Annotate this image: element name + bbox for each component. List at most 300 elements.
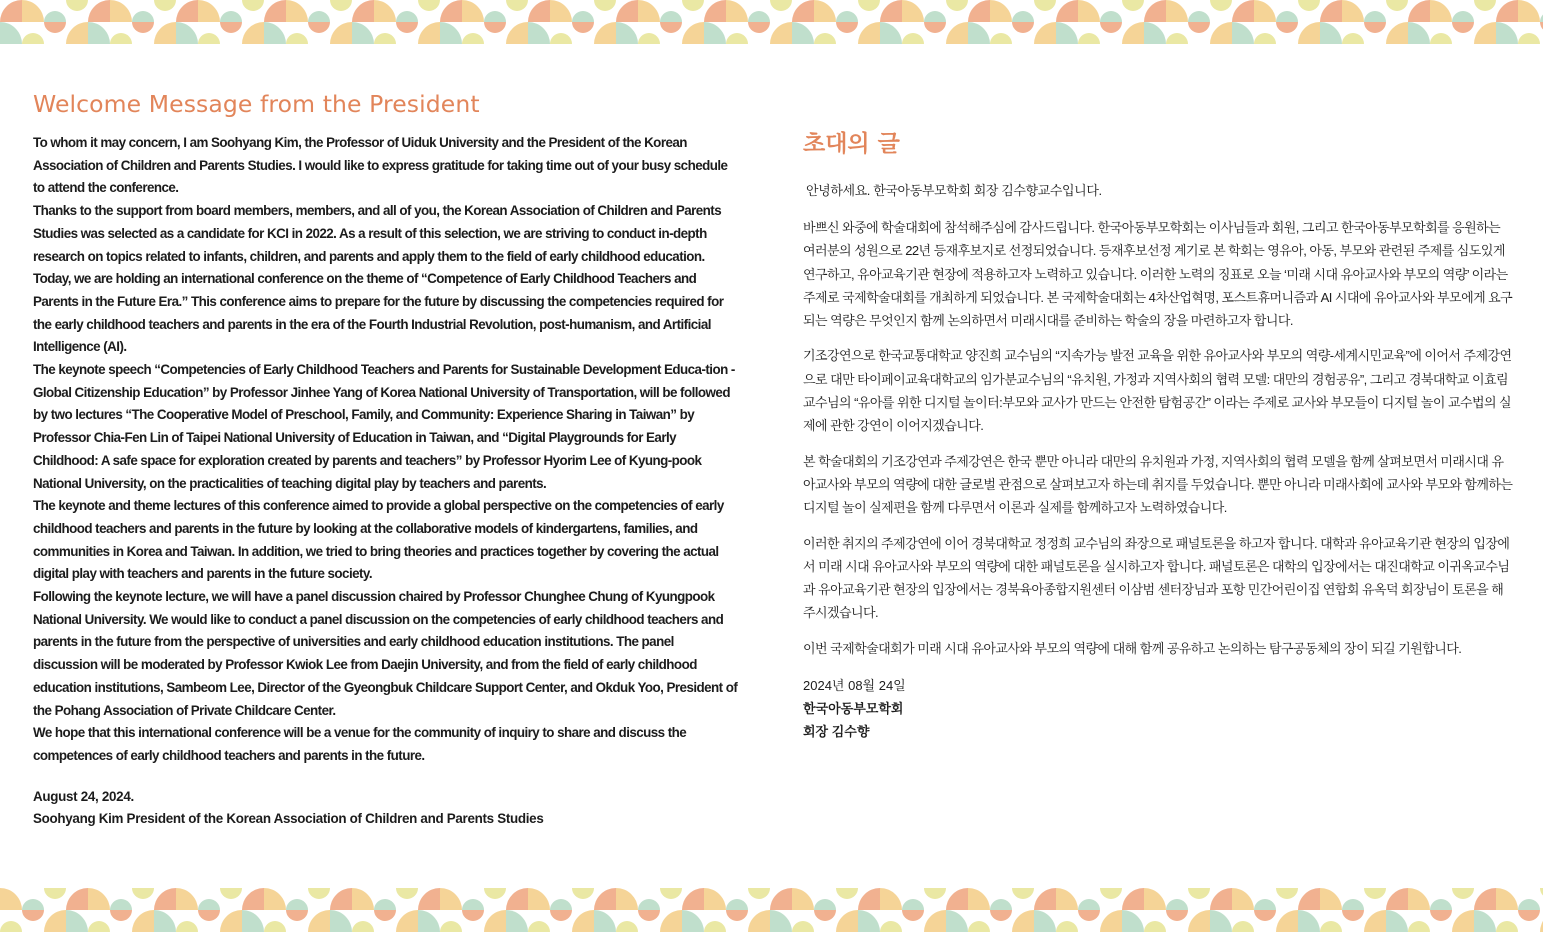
- pattern-shape: [1386, 0, 1408, 11]
- pattern-shape: [1386, 910, 1408, 932]
- pattern-shape: [1210, 0, 1232, 11]
- pattern-shape: [396, 11, 418, 22]
- pattern-shape: [1408, 921, 1430, 932]
- pattern-shape: [110, 33, 132, 44]
- pattern-shape: [506, 888, 528, 910]
- pattern-shape: [352, 921, 374, 932]
- pattern-shape: [440, 921, 462, 932]
- pattern-shape: [880, 888, 902, 910]
- korean-date: 2024년 08월 24일: [803, 678, 906, 694]
- pattern-shape: [330, 22, 352, 44]
- pattern-shape: [990, 910, 1012, 921]
- pattern-shape: [0, 888, 22, 910]
- pattern-shape: [1364, 22, 1386, 33]
- pattern-shape: [1034, 910, 1056, 932]
- pattern-shape: [638, 33, 660, 44]
- pattern-shape: [132, 22, 154, 33]
- pattern-shape: [418, 910, 440, 932]
- pattern-shape: [1166, 33, 1188, 44]
- pattern-shape: [418, 22, 440, 44]
- pattern-shape: [1210, 910, 1232, 932]
- pattern-shape: [462, 899, 484, 910]
- korean-signer: 회장 김수향: [803, 724, 870, 740]
- pattern-shape: [1188, 910, 1210, 932]
- pattern-shape: [1342, 899, 1364, 910]
- korean-message: [803, 125, 1515, 743]
- pattern-shape: [440, 22, 462, 44]
- pattern-shape: [1430, 899, 1452, 910]
- pattern-shape: [242, 888, 264, 910]
- pattern-shape: [462, 0, 484, 22]
- pattern-shape: [374, 899, 396, 910]
- pattern-shape: [506, 0, 528, 11]
- pattern-shape: [748, 888, 770, 899]
- pattern-shape: [264, 921, 286, 932]
- pattern-shape: [1012, 888, 1034, 899]
- pattern-shape: [726, 899, 748, 910]
- pattern-shape: [1364, 888, 1386, 899]
- pattern-shape: [1452, 11, 1474, 22]
- pattern-shape: [1254, 33, 1276, 44]
- pattern-shape: [220, 22, 242, 33]
- pattern-shape: [1342, 910, 1364, 921]
- english-paragraph: The keynote speech “Competencies of Early Childhood Teachers and Parents for Sustainable Development Educa-tion - Global Citizenship Education” by Professor Jinhee Yang of Korea National University of Transportation, will be followed by two lectures “The Cooperative Model of Preschool, Family, and Community: Experience Sharing in Taiwan” by Professor Chia-Fen Lin of Taipei National University of Education in Taiwan, and “Digital Playgrounds for Early Childhood: A safe space for exploration created by parents and teachers” by Professor Hyorim Lee of Kyung-pook National University, on the practicalities of teaching digital play by teachers and parents.: [33, 362, 735, 491]
- pattern-shape: [1298, 910, 1320, 932]
- pattern-shape: [836, 888, 858, 899]
- pattern-shape: [1518, 910, 1540, 921]
- pattern-shape: [264, 0, 286, 22]
- pattern-shape: [154, 0, 176, 11]
- pattern-shape: [1232, 0, 1254, 22]
- pattern-shape: [1056, 888, 1078, 910]
- pattern-shape: [814, 33, 836, 44]
- pattern-shape: [286, 899, 308, 910]
- pattern-shape: [0, 0, 22, 22]
- pattern-shape: [770, 22, 792, 44]
- english-signature: Soohyang Kim President of the Korean Association of Children and Parents Studies: [33, 811, 544, 827]
- pattern-shape: [1386, 22, 1408, 44]
- pattern-shape: [528, 22, 550, 44]
- pattern-shape: [1474, 0, 1496, 11]
- pattern-shape: [242, 910, 264, 932]
- pattern-shape: [1496, 22, 1518, 44]
- pattern-shape: [968, 888, 990, 910]
- pattern-shape: [1210, 22, 1232, 44]
- pattern-shape: [1430, 910, 1452, 921]
- english-paragraph: Today, we are holding an international conference on the theme of “Competence of Early Childhood Teachers and Parents in the Future Era.” This conference aims to prepare for the future by discussing the competencies required for the early childhood teachers and parents in the era of the Fourth Industrial Revolution, post-humanism, and Artificial Intelligence (AI).: [33, 271, 724, 355]
- pattern-shape: [176, 22, 198, 44]
- pattern-shape: [484, 888, 506, 899]
- pattern-shape: [66, 888, 88, 910]
- pattern-shape: [154, 888, 176, 910]
- pattern-shape: [1232, 888, 1254, 910]
- pattern-shape: [1298, 0, 1320, 11]
- pattern-shape: [44, 910, 66, 932]
- pattern-shape: [1078, 33, 1100, 44]
- english-date: August 24, 2024.: [33, 788, 134, 804]
- pattern-shape: [1188, 888, 1210, 899]
- pattern-shape: [858, 22, 880, 44]
- pattern-shape: [682, 888, 704, 910]
- pattern-shape: [264, 888, 286, 910]
- pattern-shape: [946, 0, 968, 11]
- pattern-shape: [946, 910, 968, 932]
- pattern-shape: [704, 0, 726, 22]
- korean-greeting: 안녕하세요. 한국아동부모학회 회장 김수향교수입니다.: [806, 183, 1102, 198]
- pattern-shape: [154, 910, 176, 932]
- pattern-shape: [836, 22, 858, 33]
- pattern-shape: [990, 899, 1012, 910]
- pattern-shape: [638, 899, 660, 910]
- pattern-shape: [1496, 0, 1518, 22]
- pattern-shape: [1320, 0, 1342, 22]
- pattern-shape: [66, 0, 88, 11]
- korean-paragraph: 기조강연으로 한국교통대학교 양진희 교수님의 “지속가능 발전 교육을 위한 유아교사와 부모의 역량-세계시민교육”에 이어서 주제강연으로 대만 타이페이교육대학교의 임가분교수님의 “유치원, 가정과 지역사회의 협력 모델: 대만의 경험공유”, 그리고 경북대학교 이효림교수님의 “유아를 위한 디지털 놀이터:부모와 교사가 만드는 안전한 탐험공간” 이라는 주제로 교사와 부모들이 디지털 놀이 교수법의 실제에 관한 강연이 이어지겠습니다.: [803, 348, 1512, 434]
- pattern-shape: [0, 22, 22, 44]
- pattern-shape: [110, 910, 132, 921]
- pattern-shape: [968, 22, 990, 44]
- pattern-shape: [1364, 910, 1386, 932]
- pattern-shape: [44, 888, 66, 899]
- pattern-shape: [66, 910, 88, 932]
- pattern-shape: [1320, 22, 1342, 44]
- pattern-shape: [1100, 11, 1122, 22]
- top-pattern-border: [0, 0, 1543, 44]
- pattern-shape: [132, 888, 154, 899]
- pattern-shape: [176, 921, 198, 932]
- pattern-shape: [440, 888, 462, 910]
- pattern-shape: [946, 22, 968, 44]
- pattern-shape: [1144, 22, 1166, 44]
- pattern-shape: [88, 22, 110, 44]
- pattern-shape: [858, 0, 880, 11]
- pattern-shape: [1210, 888, 1232, 910]
- pattern-shape: [594, 888, 616, 910]
- pattern-shape: [814, 0, 836, 22]
- pattern-shape: [330, 888, 352, 910]
- pattern-shape: [484, 22, 506, 33]
- english-paragraph: The keynote and theme lectures of this conference aimed to provide a global perspective on the competencies of early childhood teachers and parents in the future by looking at the collaborative models of kindergartens, families, and communities in Korea and Taiwan. In addition, we tried to bring theories and practices together by covering the actual digital play with teachers and parents in the future society.: [33, 498, 724, 582]
- pattern-shape: [352, 22, 374, 44]
- korean-title: 초대의 글: [803, 131, 900, 157]
- pattern-shape: [1078, 0, 1100, 22]
- pattern-shape: [506, 910, 528, 932]
- pattern-shape: [528, 888, 550, 910]
- pattern-shape: [638, 910, 660, 921]
- pattern-shape: [396, 888, 418, 899]
- pattern-shape: [1012, 11, 1034, 22]
- pattern-shape: [1166, 0, 1188, 22]
- pattern-shape: [1496, 888, 1518, 910]
- pattern-shape: [308, 11, 330, 22]
- pattern-shape: [814, 899, 836, 910]
- pattern-shape: [924, 22, 946, 33]
- pattern-shape: [440, 0, 462, 22]
- pattern-shape: [308, 888, 330, 899]
- pattern-shape: [352, 888, 374, 910]
- pattern-shape: [616, 921, 638, 932]
- pattern-shape: [902, 899, 924, 910]
- pattern-shape: [616, 0, 638, 22]
- pattern-shape: [220, 11, 242, 22]
- korean-paragraph: 이러한 취지의 주제강연에 이어 경북대학교 정정희 교수님의 좌장으로 패널토론을 하고자 합니다. 대학과 유아교육기관 현장의 입장에서 미래 시대 유아교사와 부모의 역량에 대한 패널토론을 실시하고자 합니다. 패널토론은 대학의 입장에서는 대진대학교 이귀옥교수님과 유아교육기관 현장의 입장에서는 경북육아종합지원센터 이삼범 센터장님과 포항 민간어린이집 연합회 유옥덕 회장님이 토론을 해주시겠습니다.: [803, 535, 1510, 621]
- pattern-shape: [682, 910, 704, 932]
- pattern-shape: [594, 0, 616, 11]
- pattern-shape: [220, 910, 242, 932]
- pattern-shape: [1122, 0, 1144, 11]
- pattern-shape: [1518, 0, 1540, 22]
- pattern-shape: [1276, 888, 1298, 899]
- pattern-shape: [1056, 921, 1078, 932]
- pattern-shape: [726, 0, 748, 22]
- pattern-shape: [1078, 899, 1100, 910]
- pattern-shape: [1320, 888, 1342, 910]
- pattern-shape: [792, 0, 814, 22]
- pattern-shape: [946, 888, 968, 910]
- pattern-shape: [638, 0, 660, 22]
- pattern-shape: [1166, 910, 1188, 921]
- pattern-shape: [1496, 921, 1518, 932]
- pattern-shape: [968, 0, 990, 22]
- pattern-shape: [396, 22, 418, 33]
- pattern-shape: [154, 22, 176, 44]
- pattern-shape: [1254, 899, 1276, 910]
- pattern-shape: [594, 910, 616, 932]
- english-paragraph: To whom it may concern, I am Soohyang Kim, the Professor of Uiduk University and the President of the Korean Association of Children and Parents Studies. I would like to express gratitude for taking time out of your busy schedule to attend the conference.: [33, 135, 728, 196]
- pattern-shape: [1122, 910, 1144, 932]
- pattern-shape: [836, 11, 858, 22]
- pattern-shape: [1408, 888, 1430, 910]
- pattern-shape: [1012, 910, 1034, 932]
- pattern-shape: [88, 0, 110, 22]
- pattern-shape: [484, 11, 506, 22]
- pattern-shape: [1518, 33, 1540, 44]
- korean-signature-block: [803, 674, 1515, 743]
- pattern-shape: [1364, 11, 1386, 22]
- pattern-shape: [1012, 22, 1034, 33]
- pattern-shape: [308, 910, 330, 932]
- pattern-shape: [1122, 888, 1144, 910]
- pattern-shape: [132, 11, 154, 22]
- pattern-shape: [1144, 888, 1166, 910]
- pattern-shape: [242, 22, 264, 44]
- pattern-shape: [704, 22, 726, 44]
- pattern-shape: [22, 910, 44, 921]
- pattern-shape: [1298, 888, 1320, 910]
- pattern-shape: [1034, 888, 1056, 910]
- pattern-shape: [198, 0, 220, 22]
- pattern-shape: [0, 921, 22, 932]
- pattern-shape: [1056, 22, 1078, 44]
- pattern-shape: [1474, 910, 1496, 932]
- pattern-shape: [572, 910, 594, 932]
- pattern-shape: [660, 22, 682, 33]
- pattern-shape: [858, 910, 880, 932]
- pattern-shape: [704, 921, 726, 932]
- pattern-shape: [792, 22, 814, 44]
- pattern-shape: [1254, 910, 1276, 921]
- pattern-shape: [858, 888, 880, 910]
- pattern-shape: [176, 888, 198, 910]
- pattern-shape: [1144, 921, 1166, 932]
- pattern-shape: [792, 921, 814, 932]
- pattern-shape: [1320, 921, 1342, 932]
- pattern-shape: [902, 910, 924, 921]
- pattern-shape: [1342, 33, 1364, 44]
- pattern-shape: [550, 33, 572, 44]
- pattern-shape: [726, 33, 748, 44]
- pattern-shape: [462, 910, 484, 921]
- pattern-shape: [1078, 910, 1100, 921]
- pattern-shape: [1232, 22, 1254, 44]
- pattern-shape: [132, 910, 154, 932]
- pattern-shape: [1474, 22, 1496, 44]
- pattern-shape: [1188, 22, 1210, 33]
- pattern-shape: [1232, 921, 1254, 932]
- korean-paragraph: 본 학술대회의 기조강연과 주제강연은 한국 뿐만 아니라 대만의 유치원과 가정, 지역사회의 협력 모델을 함께 살펴보면서 미래시대 유아교사와 부모의 역량에 대한 글로벌 관점으로 살펴보고자 하는데 취지를 두었습니다. 뿐만 아니라 미래사회에 교사와 부모와 함께하는 디지털 놀이 실제편을 함께 다루면서 이론과 실제를 함께하고자 노력하였습니다.: [803, 453, 1513, 516]
- pattern-shape: [1100, 888, 1122, 899]
- pattern-shape: [1276, 22, 1298, 33]
- pattern-shape: [374, 0, 396, 22]
- english-paragraph: Following the keynote lecture, we will have a panel discussion chaired by Professor Chunghee Chung of Kyungpook National University. We would like to conduct a panel discussion on the competencies of early childhood teachers and parents in the future from the perspective of universities and early childhood education institutions. The panel discussion will be moderated by Professor Kwiok Lee from Daejin University, and from the field of early childhood education institutions, Sambeom Lee, Director of the Gyeongbuk Childcare Support Center, and Okduk Yoo, President of the Pohang Association of Private Childcare Center.: [33, 589, 738, 718]
- pattern-shape: [924, 11, 946, 22]
- pattern-shape: [286, 33, 308, 44]
- pattern-shape: [1452, 22, 1474, 33]
- pattern-shape: [22, 0, 44, 22]
- pattern-shape: [198, 33, 220, 44]
- pattern-shape: [396, 910, 418, 932]
- pattern-shape: [1254, 0, 1276, 22]
- pattern-shape: [770, 0, 792, 11]
- pattern-shape: [44, 22, 66, 33]
- pattern-shape: [814, 910, 836, 921]
- pattern-shape: [242, 0, 264, 11]
- pattern-shape: [506, 22, 528, 44]
- pattern-shape: [1386, 888, 1408, 910]
- bottom-pattern-border: [0, 888, 1543, 939]
- pattern-shape: [902, 33, 924, 44]
- pattern-shape: [616, 22, 638, 44]
- pattern-shape: [1056, 0, 1078, 22]
- pattern-shape: [264, 22, 286, 44]
- pattern-shape: [352, 0, 374, 22]
- pattern-shape: [1430, 0, 1452, 22]
- pattern-shape: [1518, 899, 1540, 910]
- pattern-shape: [968, 921, 990, 932]
- pattern-shape: [286, 0, 308, 22]
- pattern-shape: [66, 22, 88, 44]
- korean-paragraph: 바쁘신 와중에 학술대회에 참석해주심에 감사드립니다. 한국아동부모학회는 이사님들과 회원, 그리고 한국아동부모학회를 응원하는 여러분의 성원으로 22년 등재후보지로 선정되었습니다. 등재후보선정 계기로 본 학회는 영유아, 아동, 부모와 관련된 주제를 심도있게 연구하고, 유아교육기관 현장에 적용하고자 노력하고 있습니다. 이러한 노력의 징표로 오늘 ‘미래 시대 유아교사와 부모의 역량’ 이라는 주제로 국제학술대회를 개최하게 되었습니다. 본 국제학술대회는 4차산업혁명, 포스트휴머니즘과 AI 시대에 유아교사와 부모에게 요구되는 역량은 무엇인지 함께 논의하면서 미래시대를 준비하는 학술의 장을 마련하고자 합니다.: [803, 220, 1513, 329]
- pattern-shape: [1144, 0, 1166, 22]
- pattern-shape: [462, 33, 484, 44]
- pattern-shape: [594, 22, 616, 44]
- pattern-shape: [682, 22, 704, 44]
- pattern-shape: [990, 33, 1012, 44]
- pattern-shape: [924, 888, 946, 899]
- pattern-shape: [330, 910, 352, 932]
- english-title: Welcome Message from the President: [33, 90, 480, 118]
- pattern-shape: [308, 22, 330, 33]
- pattern-shape: [1298, 22, 1320, 44]
- pattern-shape: [1408, 0, 1430, 22]
- pattern-shape: [198, 899, 220, 910]
- pattern-shape: [770, 910, 792, 932]
- pattern-shape: [418, 0, 440, 11]
- pattern-shape: [572, 11, 594, 22]
- pattern-shape: [1122, 22, 1144, 44]
- pattern-shape: [1342, 0, 1364, 22]
- decorative-pattern-top: [0, 0, 1543, 44]
- pattern-shape: [748, 910, 770, 932]
- korean-org: 한국아동부모학회: [803, 701, 904, 717]
- pattern-shape: [374, 33, 396, 44]
- pattern-shape: [1276, 11, 1298, 22]
- pattern-shape: [22, 899, 44, 910]
- english-paragraph: Thanks to the support from board members, members, and all of you, the Korean Association of Children and Parents Studies was selected as a candidate for KCI in 2022. As a result of this selection, we are striving to conduct in-depth research on topics related to infants, children, and parents and apply them to the field of early childhood education.: [33, 203, 722, 264]
- pattern-shape: [1430, 33, 1452, 44]
- pattern-shape: [660, 910, 682, 932]
- pattern-shape: [1188, 11, 1210, 22]
- pattern-shape: [572, 888, 594, 899]
- english-signature-block: [33, 786, 739, 831]
- pattern-shape: [748, 22, 770, 33]
- pattern-shape: [88, 888, 110, 910]
- pattern-shape: [792, 888, 814, 910]
- pattern-shape: [682, 0, 704, 11]
- pattern-shape: [880, 921, 902, 932]
- pattern-shape: [1034, 0, 1056, 11]
- pattern-shape: [880, 22, 902, 44]
- pattern-shape: [1452, 888, 1474, 899]
- pattern-shape: [1100, 22, 1122, 33]
- decorative-pattern-bottom: [0, 888, 1543, 939]
- pattern-shape: [198, 910, 220, 921]
- pattern-shape: [572, 22, 594, 33]
- pattern-shape: [704, 888, 726, 910]
- pattern-shape: [286, 910, 308, 921]
- pattern-shape: [1276, 910, 1298, 932]
- pattern-shape: [1166, 899, 1188, 910]
- pattern-shape: [770, 888, 792, 910]
- pattern-shape: [374, 910, 396, 921]
- pattern-shape: [616, 888, 638, 910]
- pattern-shape: [1474, 888, 1496, 910]
- pattern-shape: [990, 0, 1012, 22]
- pattern-shape: [110, 899, 132, 910]
- pattern-shape: [880, 0, 902, 22]
- pattern-shape: [88, 921, 110, 932]
- pattern-shape: [484, 910, 506, 932]
- pattern-shape: [1034, 22, 1056, 44]
- english-message: [33, 90, 739, 831]
- pattern-shape: [176, 0, 198, 22]
- pattern-shape: [902, 0, 924, 22]
- korean-paragraph: 이번 국제학술대회가 미래 시대 유아교사와 부모의 역량에 대해 함께 공유하고 논의하는 탐구공동체의 장이 되길 기원합니다.: [803, 640, 1462, 656]
- pattern-shape: [528, 0, 550, 22]
- pattern-shape: [660, 888, 682, 899]
- pattern-shape: [528, 921, 550, 932]
- english-paragraph: We hope that this international conference will be a venue for the community of inquiry to share and discuss the competences of early childhood teachers and parents in the future.: [33, 725, 687, 763]
- pattern-shape: [44, 11, 66, 22]
- pattern-shape: [550, 0, 572, 22]
- pattern-shape: [550, 899, 572, 910]
- pattern-shape: [726, 910, 748, 921]
- pattern-shape: [550, 910, 572, 921]
- pattern-shape: [220, 888, 242, 899]
- pattern-shape: [1452, 910, 1474, 932]
- pattern-shape: [924, 910, 946, 932]
- pattern-shape: [418, 888, 440, 910]
